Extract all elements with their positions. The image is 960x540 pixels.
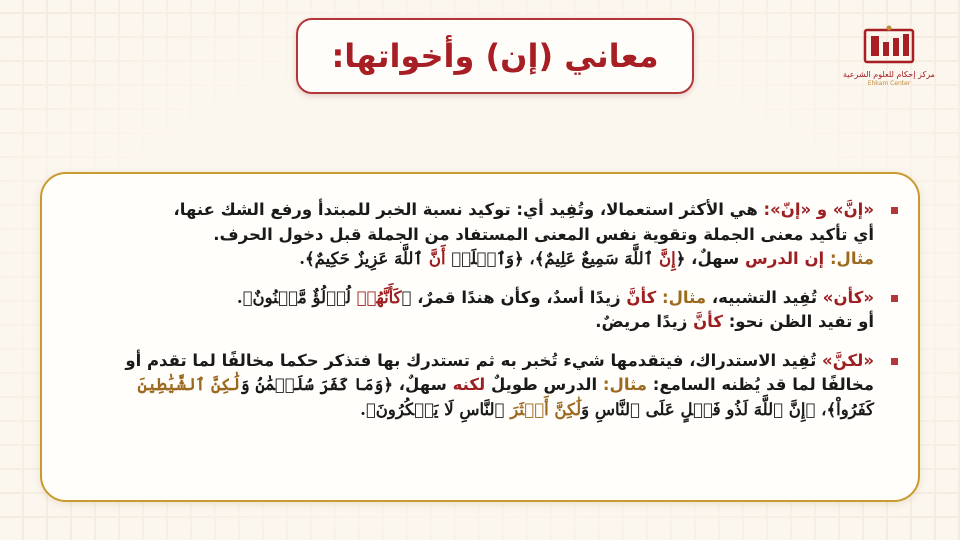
list-item-kaanna bbox=[60, 286, 902, 335]
inna-example-rest: سهلٌ، bbox=[691, 249, 740, 268]
kaanna-example-rest: زيدًا أسدٌ، وكأن هندًا قمرٌ، bbox=[417, 287, 621, 307]
page-title: معاني (إن) وأخواتها: bbox=[331, 37, 659, 75]
kaanna-example-label: مثال: bbox=[662, 287, 707, 307]
inna-example-label: مثال: bbox=[829, 249, 874, 268]
inna-verse-2-start: ﴿وَٱعۡلَمۡ bbox=[451, 249, 524, 268]
kaanna-verse-rest: لُؤۡلُؤٌ مَّكۡنُونٌ﴾. bbox=[236, 287, 351, 307]
lakinna-verse-1-start: ﴿وَمَا كَفَرَ سُلَيۡمَٰنُ وَ bbox=[239, 375, 394, 394]
lakinna-example-rest-b: سهلٌ، bbox=[398, 375, 447, 394]
kaanna-example-key: كأنَّ bbox=[626, 287, 657, 307]
kaanna-line-2 bbox=[60, 310, 874, 335]
list-item-inna bbox=[60, 198, 902, 272]
inna-verse-2 bbox=[299, 249, 523, 268]
lakinna-verse-1-key: لَٰكِنَّ ٱلشَّيَٰطِينَ bbox=[137, 375, 240, 394]
inna-example-phrase: إن الدرس bbox=[745, 249, 825, 268]
kaanna-line-2-rest: زيدًا مريضٌ. bbox=[595, 312, 688, 331]
lakinna-example-key: لكنه bbox=[452, 375, 486, 394]
verse-bracket: ﴿ bbox=[401, 287, 412, 307]
kaanna-line-1 bbox=[60, 286, 874, 311]
kaanna-line-2-start: أو تفيد الظن نحو: bbox=[728, 312, 874, 331]
inna-term: «إنَّ» و «إنّ»: bbox=[763, 200, 874, 219]
list-item-lakinna bbox=[60, 349, 902, 423]
inna-verse-1 bbox=[529, 249, 685, 268]
inna-verse-2-key: أَنَّ bbox=[428, 249, 446, 268]
lakinna-line-2-start: مخالفًا لما قد يُظنه السامع: bbox=[652, 375, 874, 394]
lakinna-example-rest-a: الدرس طويلٌ bbox=[490, 375, 598, 394]
inna-verse-2-rest: ٱللَّهَ عَزِيزٌ حَكِيمٌ﴾. bbox=[299, 249, 424, 268]
logo-subtitle: مركز إحكام للعلوم الشرعية bbox=[843, 70, 935, 79]
inna-description-1: هي الأكثر استعمالا، وتُفِيد أي: توكيد نسبة الخبر للمبتدأ ورفع الشك عنها، bbox=[173, 200, 758, 219]
logo-caption: Ehkam Center bbox=[867, 80, 911, 87]
inna-line-1 bbox=[60, 198, 874, 223]
inna-verse-1-rest: ٱللَّهَ سَمِيعٌ عَلِيمٌ﴾، bbox=[529, 249, 654, 268]
logo-mark-icon bbox=[863, 24, 915, 66]
lakinna-verse-2 bbox=[360, 400, 815, 419]
inna-example-line bbox=[60, 247, 874, 272]
kaanna-line-2-key: كأنَّ bbox=[693, 312, 723, 331]
lakinna-line-3-start: كَفَرُواْ﴾، bbox=[821, 399, 874, 419]
kaanna-verse-key: كَأَنَّهُمۡ bbox=[356, 287, 402, 307]
lakinna-example-label: مثال: bbox=[602, 375, 647, 394]
inna-description-2: أي تأكيد معنى الجملة وتقوية نفس المعنى المستفاد من الجملة قبل دخول الحرف. bbox=[213, 224, 874, 244]
verse-bracket: ﴿ bbox=[675, 249, 686, 268]
bullet-icon bbox=[891, 207, 898, 214]
bullet-icon bbox=[891, 358, 898, 365]
lakinna-term: «لكنَّ» bbox=[822, 350, 874, 370]
bullet-icon bbox=[891, 295, 898, 302]
lakinna-verse-2-start: ﴿إِنَّ ٱللَّهَ لَذُو فَضۡلٍ عَلَى ٱلنَّاسِ وَ bbox=[581, 399, 816, 419]
kaanna-description: تُفِيد التشبيه، bbox=[711, 287, 818, 307]
title-box bbox=[296, 18, 694, 94]
lakinna-verse-2-key: لَٰكِنَّ أَكۡثَرَ bbox=[510, 399, 582, 419]
content-box bbox=[40, 172, 920, 502]
bullet-list bbox=[60, 198, 902, 436]
lakinna-verse-1 bbox=[138, 375, 394, 394]
kaanna-verse bbox=[237, 288, 412, 307]
lakinna-line-2 bbox=[60, 373, 874, 398]
kaanna-term: «كأن» bbox=[822, 287, 874, 307]
lakinna-line-1 bbox=[60, 349, 874, 374]
lakinna-description: تُفِيد الاستدراك، فيتقدمها شيء تُخبر به ثم تستدرك بها فتذكر حكما مخالفًا لما تقدم أو bbox=[125, 350, 817, 370]
logo bbox=[840, 24, 938, 96]
inna-verse-1-key: إِنَّ bbox=[659, 249, 676, 268]
lakinna-line-3 bbox=[60, 398, 874, 423]
lakinna-verse-2-rest: ٱلنَّاسِ لَا يَشۡكُرُونَ﴾. bbox=[360, 399, 505, 419]
